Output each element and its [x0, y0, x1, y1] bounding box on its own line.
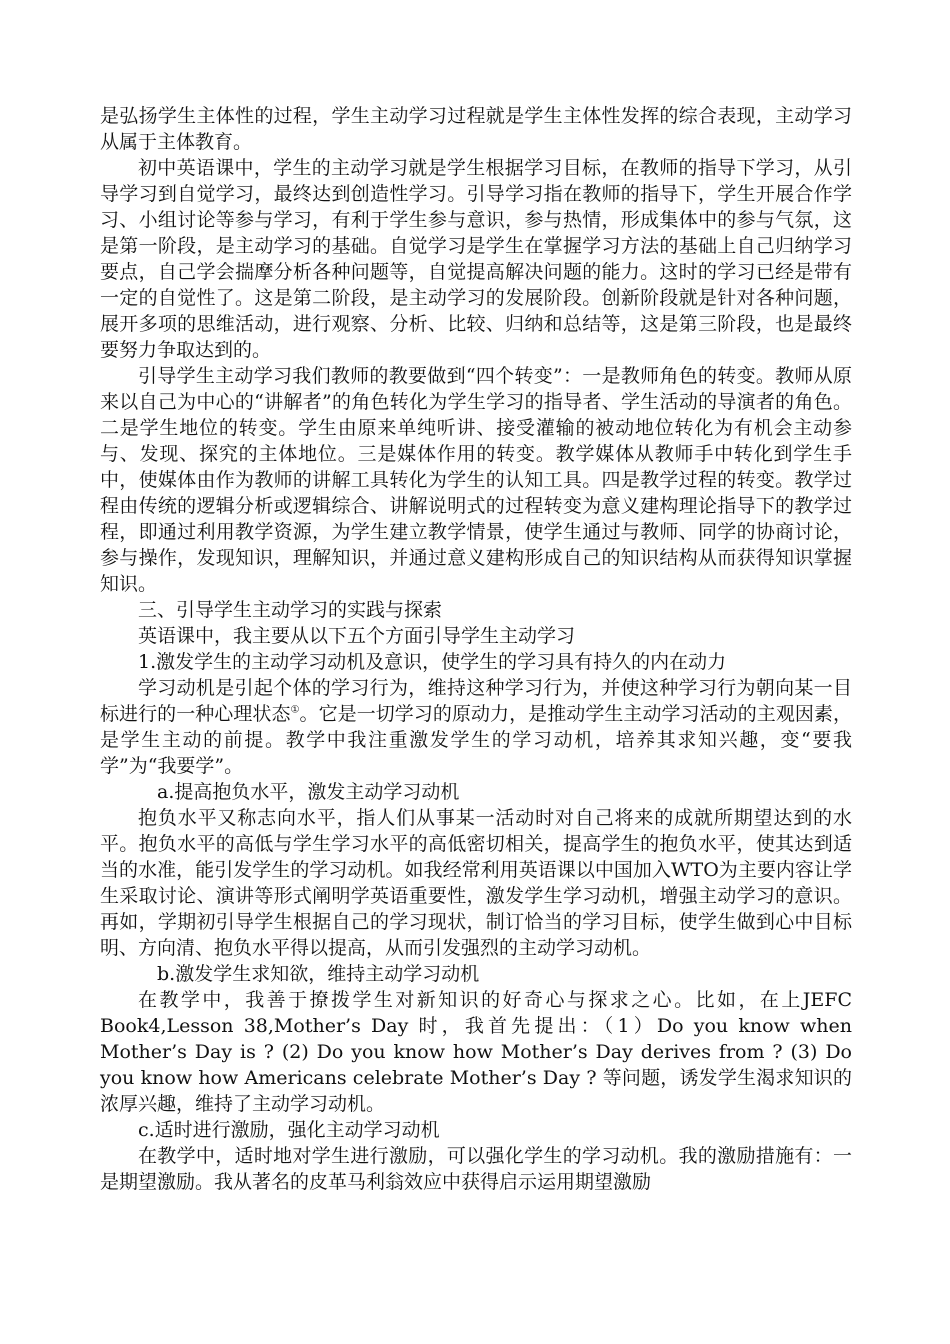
heading-b: b.激发学生求知欲，维持主动学习动机 [157, 963, 480, 985]
paragraph-stages: 初中英语课中，学生的主动学习就是学生根据学习目标，在教师的指导下学习，从引导学习到自觉学习，最终达到创造性学习。引导学习指在教师的指导下，学生开展合作学习、小组讨论等参与学习，有利于学生参与意识，参与热情，形成集体中的参与气氛，这是第一阶段，是主动学习的基础。自觉学习是学生在掌握学习方法的基础上自己归纳学习要点，自己学会揣摩分析各种问题等，自觉提高解决问题的能力。这时的学习已经是带有一定的自觉性了。这是第二阶段，是主动学习的发展阶段。创新阶段就是针对各种问题，展开多项的思维活动，进行观察、分析、比较、归纳和总结等，这是第三阶段，也是最终要努力争取达到的。 [100, 157, 852, 361]
subheading-1: 1.激发学生的主动学习动机及意识，使学生的学习具有持久的内在动力 [138, 651, 727, 673]
paragraph-four-changes: 引导学生主动学习我们教师的教要做到“四个转变”：一是教师角色的转变。教师从原来以自己为中心的“讲解者”的角色转化为学生学习的指导者、学生活动的导演者的角色。二是学生地位的转变。学生由原来单纯听讲、接受灌输的被动地位转化为有机会主动参与、发现、探究的主体地位。三是媒体作用的转变。教学媒体从教师手中转化到学生手中，使媒体由作为教师的讲解工具转化为学生的认知工具。四是教学过程的转变。教学过程由传统的逻辑分析或逻辑综合、讲解说明式的过程转变为意义建构理论指导下的教学过程，即通过利用教学资源，为学生建立教学情景，使学生通过与教师、同学的协商讨论，参与操作，发现知识，理解知识，并通过意义建构形成自己的知识结构从而获得知识掌握知识。 [100, 365, 852, 595]
motivation-text-b: 。它是一切学习的原动力，是推动学生主动学习活动的主观因素，是学生主动的前提。教学中我注重激发学生的学习动机，培养其求知兴趣，变“要我学”为“我要学”。 [100, 703, 852, 777]
heading-a: a.提高抱负水平，激发主动学习动机 [157, 781, 460, 803]
motivation-text-a: 学习动机是引起个体的学习行为，维持这种学习行为，并使这种学习行为朝向某一目标进行的一种心理状态 [100, 677, 852, 725]
section-heading: 三、引导学生主动学习的实践与探索 [138, 599, 443, 621]
footnote-mark: ① [290, 704, 300, 716]
paragraph-c: 在教学中，适时地对学生进行激励，可以强化学生的学习动机。我的激励措施有：一是期望激励。我从著名的皮革马利翁效应中获得启示运用期望激励 [100, 1145, 852, 1193]
paragraph-motivation [100, 675, 852, 779]
body-text [100, 103, 852, 1195]
paragraph-intro: 是弘扬学生主体性的过程，学生主动学习过程就是学生主体性发挥的综合表现，主动学习从属于主体教育。 [100, 105, 852, 153]
heading-c: c.适时进行激励，强化主动学习动机 [138, 1119, 440, 1141]
paragraph-b: 在教学中，我善于撩拨学生对新知识的好奇心与探求之心。比如，在上JEFC Book4,Lesson 38,Mother’s Day 时，我首先提出：（1）Do you know when Mother’s Day is ? (2) Do you know how Mother’s Day derives from ? (3) Do you know how Americans celebrate Mother’s Day ? 等问题，诱发学生渴求知识的浓厚兴趣，维持了主动学习动机。 [100, 989, 852, 1115]
paragraph-a: 抱负水平又称志向水平，指人们从事某一活动时对自己将来的成就所期望达到的水平。抱负水平的高低与学生学习水平的高低密切相关，提高学生的抱负水平，使其达到适当的水准，能引发学生的学习动机。如我经常利用英语课以中国加入WTO为主要内容让学生采取讨论、演讲等形式阐明学英语重要性，激发学生学习动机，增强主动学习的意识。再如，学期初引导学生根据自己的学习现状，制订恰当的学习目标，使学生做到心中目标明、方向清、抱负水平得以提高，从而引发强烈的主动学习动机。 [100, 807, 852, 959]
paragraph-five-aspects: 英语课中，我主要从以下五个方面引导学生主动学习 [138, 625, 576, 647]
